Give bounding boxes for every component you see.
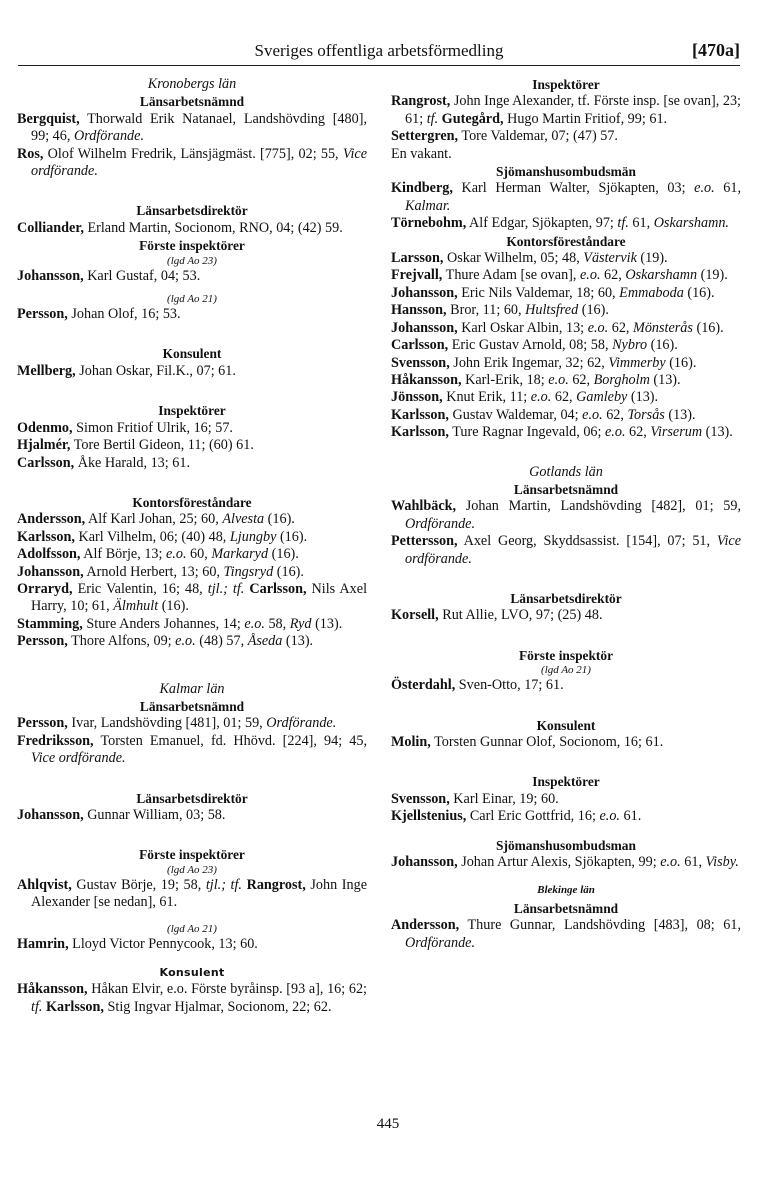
section-heading: Länsarbetsnämnd: [513, 481, 619, 497]
section-heading: Sjömanshusombudsman: [496, 837, 636, 853]
reference-note: (lgd Ao 21): [167, 293, 217, 306]
entry: Håkansson, Karl-Erik, 18; e.o. 62, Borgholm (13).: [391, 371, 681, 388]
section-heading: Förste inspektörer: [139, 847, 245, 863]
reference-note: (lgd Ao 21): [167, 922, 217, 935]
entry: Karlsson, Karl Vilhelm, 06; (40) 48, Ljungby (16).: [17, 528, 308, 545]
entry: Bergquist, Thorwald Erik Natanael, Landshövding [480], 99; 46, Ordförande.: [17, 110, 367, 145]
entry: Persson, Ivar, Landshövding [481], 01; 59, Ordförande.: [17, 715, 337, 732]
entry: Törnebohm, Alf Edgar, Sjökapten, 97; tf. 61, Oskarshamn.: [391, 215, 729, 232]
entry: Svensson, Karl Einar, 19; 60.: [391, 790, 559, 807]
section-heading: Kontorsföreståndare: [132, 494, 252, 510]
entry: Jönsson, Knut Erik, 11; e.o. 62, Gamleby (13).: [391, 389, 659, 406]
section-heading: Inspektörer: [158, 403, 226, 419]
section-heading: Inspektörer: [532, 774, 600, 790]
entry: Orraryd, Eric Valentin, 16; 48, tjl.; tf. Carlsson, Nils Axel Harry, 10; 61, Älmhult (16).: [17, 580, 368, 615]
entry: Hamrin, Lloyd Victor Pennycook, 13; 60.: [17, 935, 258, 952]
section-heading: Sjömanshusombudsmän: [496, 164, 636, 180]
entry: Persson, Johan Olof, 16; 53.: [17, 306, 181, 323]
entry: Frejvall, Thure Adam [se ovan], e.o. 62, Oskarshamn (19).: [391, 267, 728, 284]
entry: Adolfsson, Alf Börje, 13; e.o. 60, Markaryd (16).: [17, 546, 299, 563]
entry: Andersson, Thure Gunnar, Landshövding [483], 08; 61, Ordförande.: [391, 917, 741, 951]
entry: Johansson, Arnold Herbert, 13; 60, Tingsryd (16).: [17, 563, 304, 580]
region-heading: Blekinge län: [537, 884, 595, 897]
section-heading: Kontorsföreståndare: [506, 233, 626, 249]
entry: Ahlqvist, Gustav Börje, 19; 58, tjl.; tf. Rangrost, John Inge Alexander [se nedan], 61.: [17, 876, 368, 911]
reference-note: (lgd Ao 21): [541, 664, 591, 677]
right-column: [391, 76, 741, 952]
section-heading: Konsulent: [159, 966, 225, 980]
entry: Pettersson, Axel Georg, Skyddsassist. [154], 07; 51, Vice ordförande.: [391, 533, 741, 567]
header-title: Sveriges offentliga arbetsförmedling: [254, 41, 504, 60]
entry: Johansson, Gunnar William, 03; 58.: [17, 807, 226, 823]
section-heading: Länsarbetsnämnd: [513, 900, 619, 916]
header-rule: [18, 65, 740, 66]
entry: Håkansson, Håkan Elvir, e.o. Förste byråinsp. [93 a], 16; 62; tf. Karlsson, Stig Ingvar Hjalmar, Socionom, 22; 62.: [17, 981, 367, 1015]
entry: Settergren, Tore Valdemar, 07; (47) 57.: [391, 128, 618, 145]
page-number: 445: [376, 1116, 400, 1132]
entry: Johansson, Eric Nils Valdemar, 18; 60, Emmaboda (16).: [391, 284, 715, 301]
entry: Stamming, Sture Anders Johannes, 14; e.o. 58, Ryd (13).: [17, 615, 343, 632]
entry: Persson, Thore Alfons, 09; e.o. (48) 57, Åseda (13).: [17, 633, 314, 650]
entry: Österdahl, Sven-Otto, 17; 61.: [391, 677, 564, 694]
page-header: [18, 38, 740, 66]
region-heading: Kronobergs län: [147, 76, 237, 92]
entry: En vakant.: [391, 145, 452, 162]
left-column: [17, 76, 367, 1016]
section-heading: Länsarbetsdirektör: [136, 790, 248, 806]
region-heading: Gotlands län: [529, 463, 603, 480]
entry: Kindberg, Karl Herman Walter, Sjökapten, 03; e.o. 61, Kalmar.: [391, 180, 741, 214]
entry: Larsson, Oskar Wilhelm, 05; 48, Västervik (19).: [391, 250, 668, 267]
entry: Karlsson, Ture Ragnar Ingevald, 06; e.o. 62, Virserum (13).: [391, 424, 733, 441]
section-heading: Inspektörer: [532, 77, 600, 92]
entry: Ros, Olof Wilhelm Fredrik, Länsjägmäst. [775], 02; 55, Vice ordförande.: [17, 145, 367, 180]
section-heading: Länsarbetsdirektör: [136, 203, 248, 219]
section-heading: Förste inspektörer: [139, 238, 245, 254]
header-page-reference: [470a]: [692, 40, 740, 60]
entry: Johansson, Johan Artur Alexis, Sjökapten, 99; e.o. 61, Visby.: [391, 854, 739, 871]
entry: Hjalmér, Tore Bertil Gideon, 11; (60) 61.: [17, 437, 254, 454]
entry: Kjellstenius, Carl Eric Gottfrid, 16; e.o. 61.: [391, 808, 642, 825]
entry: Andersson, Alf Karl Johan, 25; 60, Alvesta (16).: [17, 511, 295, 528]
reference-note: (lgd Ao 23): [167, 863, 217, 876]
entry: Johansson, Karl Oskar Albin, 13; e.o. 62, Mönsterås (16).: [391, 319, 724, 336]
entry: Mellberg, Johan Oskar, Fil.K., 07; 61.: [17, 362, 236, 379]
entry: Wahlbäck, Johan Martin, Landshövding [482], 01; 59, Ordförande.: [391, 498, 741, 532]
section-heading: Konsulent: [536, 717, 596, 733]
section-heading: Konsulent: [162, 346, 222, 362]
entry: Odenmo, Simon Fritiof Ulrik, 16; 57.: [17, 419, 233, 436]
entry: Karlsson, Gustav Waldemar, 04; e.o. 62, Torsås (13).: [391, 406, 696, 423]
entry: Colliander, Erland Martin, Socionom, RNO, 04; (42) 59.: [17, 219, 343, 236]
section-heading: Länsarbetsnämnd: [139, 94, 245, 110]
region-heading: Kalmar län: [159, 680, 225, 697]
entry: Fredriksson, Torsten Emanuel, fd. Hhövd. [224], 94; 45, Vice ordförande.: [17, 732, 367, 767]
entry: Svensson, John Erik Ingemar, 32; 62, Vimmerby (16).: [391, 354, 697, 371]
entry: Carlsson, Åke Harald, 13; 61.: [17, 454, 190, 471]
entry: Hansson, Bror, 11; 60, Hultsfred (16).: [391, 302, 609, 319]
reference-note: (lgd Ao 23): [167, 254, 217, 267]
entry: Korsell, Rut Allie, LVO, 97; (25) 48.: [391, 607, 603, 624]
entry: Molin, Torsten Gunnar Olof, Socionom, 16; 61.: [391, 734, 664, 750]
entry: Carlsson, Eric Gustav Arnold, 08; 58, Nybro (16).: [391, 337, 678, 354]
section-heading: Länsarbetsdirektör: [510, 590, 622, 606]
entry: Rangrost, John Inge Alexander, tf. Förste insp. [se ovan], 23; 61; tf. Gutegård, Hugo Martin Fritiof, 99; 61.: [391, 93, 741, 127]
section-heading: Förste inspektör: [518, 647, 614, 663]
section-heading: Länsarbetsnämnd: [139, 698, 245, 714]
entry: Johansson, Karl Gustaf, 04; 53.: [17, 267, 201, 284]
